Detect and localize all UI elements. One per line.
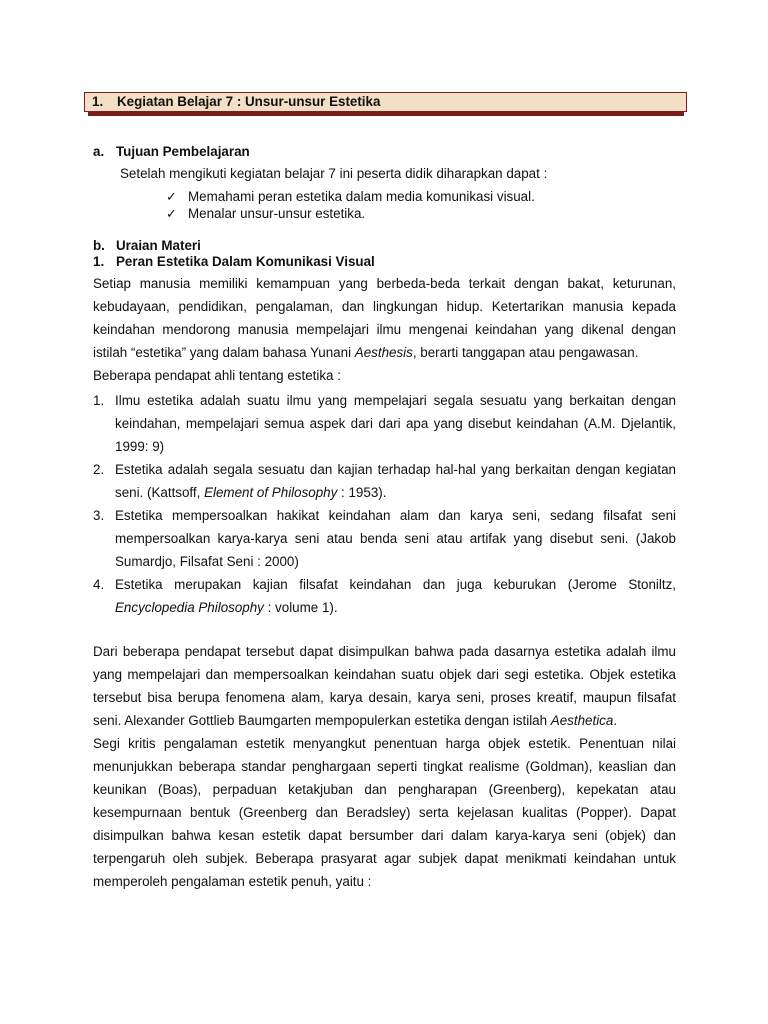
subsection-heading [93,254,375,270]
intro-paragraphs [93,272,676,387]
section-b-heading [93,238,201,254]
opinion-number: 4. [93,577,105,592]
objective-text: Menalar unsur-unsur estetika. [188,206,366,221]
section-a-heading [93,144,250,160]
checkmark-icon: ✓ [166,206,177,221]
opinion-item [93,458,676,504]
lesson-title-text: Kegiatan Belajar 7 : Unsur-unsur Estetika [117,94,381,109]
opinion-text: Estetika adalah segala sesuatu dan kajian terhadap hal-hal yang berkaitan dengan kegiatan seni. (Kattsoff, [115,462,676,500]
opinion-number: 3. [93,508,105,523]
objective-item [166,205,535,222]
subsection-number: 1. [93,254,105,269]
paragraph-aesthetic-experience: Segi kritis pengalaman estetik menyangkut penentuan harga objek estetik. Penentuan nilai menunjukkan beberapa standar penghargaan seperti tingkat realisme (Goldman), keaslian dan keunikan (Boas), perpaduan ketakjuban dan pengharapan (Greenberg), kepekatan atau kesempurnaan bentuk (Greenberg dan Beradsley) serta kejelasan kualitas (Popper). Dapat disimpulkan bahwa kesan estetik dapat bersumber dari dalam karya-karya seni (objek) dan terpengaruh oleh subjek. Beberapa prasyarat agar subjek dapat menikmati keindahan untuk memperoleh pengalaman estetik penuh, yaitu : [93,736,676,889]
objective-text: Memahami peran estetika dalam media komunikasi visual. [188,189,535,204]
paragraph-emphasis: Aesthetica [550,713,614,728]
opinion-number: 1. [93,393,105,408]
opinion-citation: Encyclopedia Philosophy [115,600,264,615]
opinion-text: Estetika merupakan kajian filsafat keindahan dan juga keburukan (Jerome Stoniltz, [115,577,676,592]
lesson-title [84,92,687,112]
objectives-list [166,188,535,222]
opinion-item [93,504,676,573]
paragraph-text: Setiap manusia memiliki kemampuan yang berbeda-beda terkait dengan bakat, keturunan, kebudayaan, pendidikan, pengalaman, dan lingkungan hidup. Ketertarikan manusia kepada keindahan mendorong manusia mempelajari ilmu mengenai keindahan yang dikenal dengan istilah “estetika” yang dalam bahasa Yunani [93,276,676,360]
opinion-item [93,389,676,458]
opinion-text: : 1953). [337,485,387,500]
paragraph-text: . [613,713,618,728]
conclusion-paragraphs [93,640,676,893]
lesson-title-number: 1. [92,94,104,109]
objectives-intro: Setelah mengikuti kegiatan belajar 7 ini peserta didik diharapkan dapat : [120,166,548,181]
objective-item [166,188,535,205]
paragraph-conclusion [93,640,676,732]
section-b-label: b. [93,238,105,253]
subsection-title: Peran Estetika Dalam Komunikasi Visual [116,254,375,269]
section-a-label: a. [93,144,105,159]
paragraph-emphasis: Aesthesis [354,345,413,360]
opinion-text: Estetika mempersoalkan hakikat keindahan alam dan karya seni, sedang filsafat seni mempersoalkan karya-karya seni atau benda seni atau artifak yang disebut seni. (Jakob Sumardjo, Filsafat Seni : 2000) [115,508,676,569]
opinion-text: Ilmu estetika adalah suatu ilmu yang mempelajari segala sesuatu yang berkaitan dengan keindahan, mempelajari semua aspek dari dari apa yang disebut keindahan (A.M. Djelantik, 1999: 9) [115,393,676,454]
expert-opinions-list [93,389,676,619]
opinion-citation: Element of Philosophy [204,485,338,500]
lesson-title-box [84,92,684,114]
section-a-title: Tujuan Pembelajaran [116,144,250,159]
checkmark-icon: ✓ [166,189,177,204]
paragraph-text: Dari beberapa pendapat tersebut dapat disimpulkan bahwa pada dasarnya estetika adalah ilmu yang mempelajari dan mempersoalkan keindahan suatu objek dari segi estetika. Objek estetika tersebut bisa berupa fenomena alam, karya desain, karya seni, proses kreatif, maupun filsafat seni. Alexander Gottlieb Baumgarten mempopulerkan estetika dengan istilah [93,644,676,728]
section-b-title: Uraian Materi [116,238,201,253]
opinion-text: : volume 1). [263,600,338,615]
paragraph-estetika-definition [93,272,676,364]
paragraph-opinions-intro: Beberapa pendapat ahli tentang estetika : [93,368,341,383]
paragraph-text: , berarti tanggapan atau pengawasan. [412,345,639,360]
opinion-item [93,573,676,619]
opinion-number: 2. [93,462,105,477]
